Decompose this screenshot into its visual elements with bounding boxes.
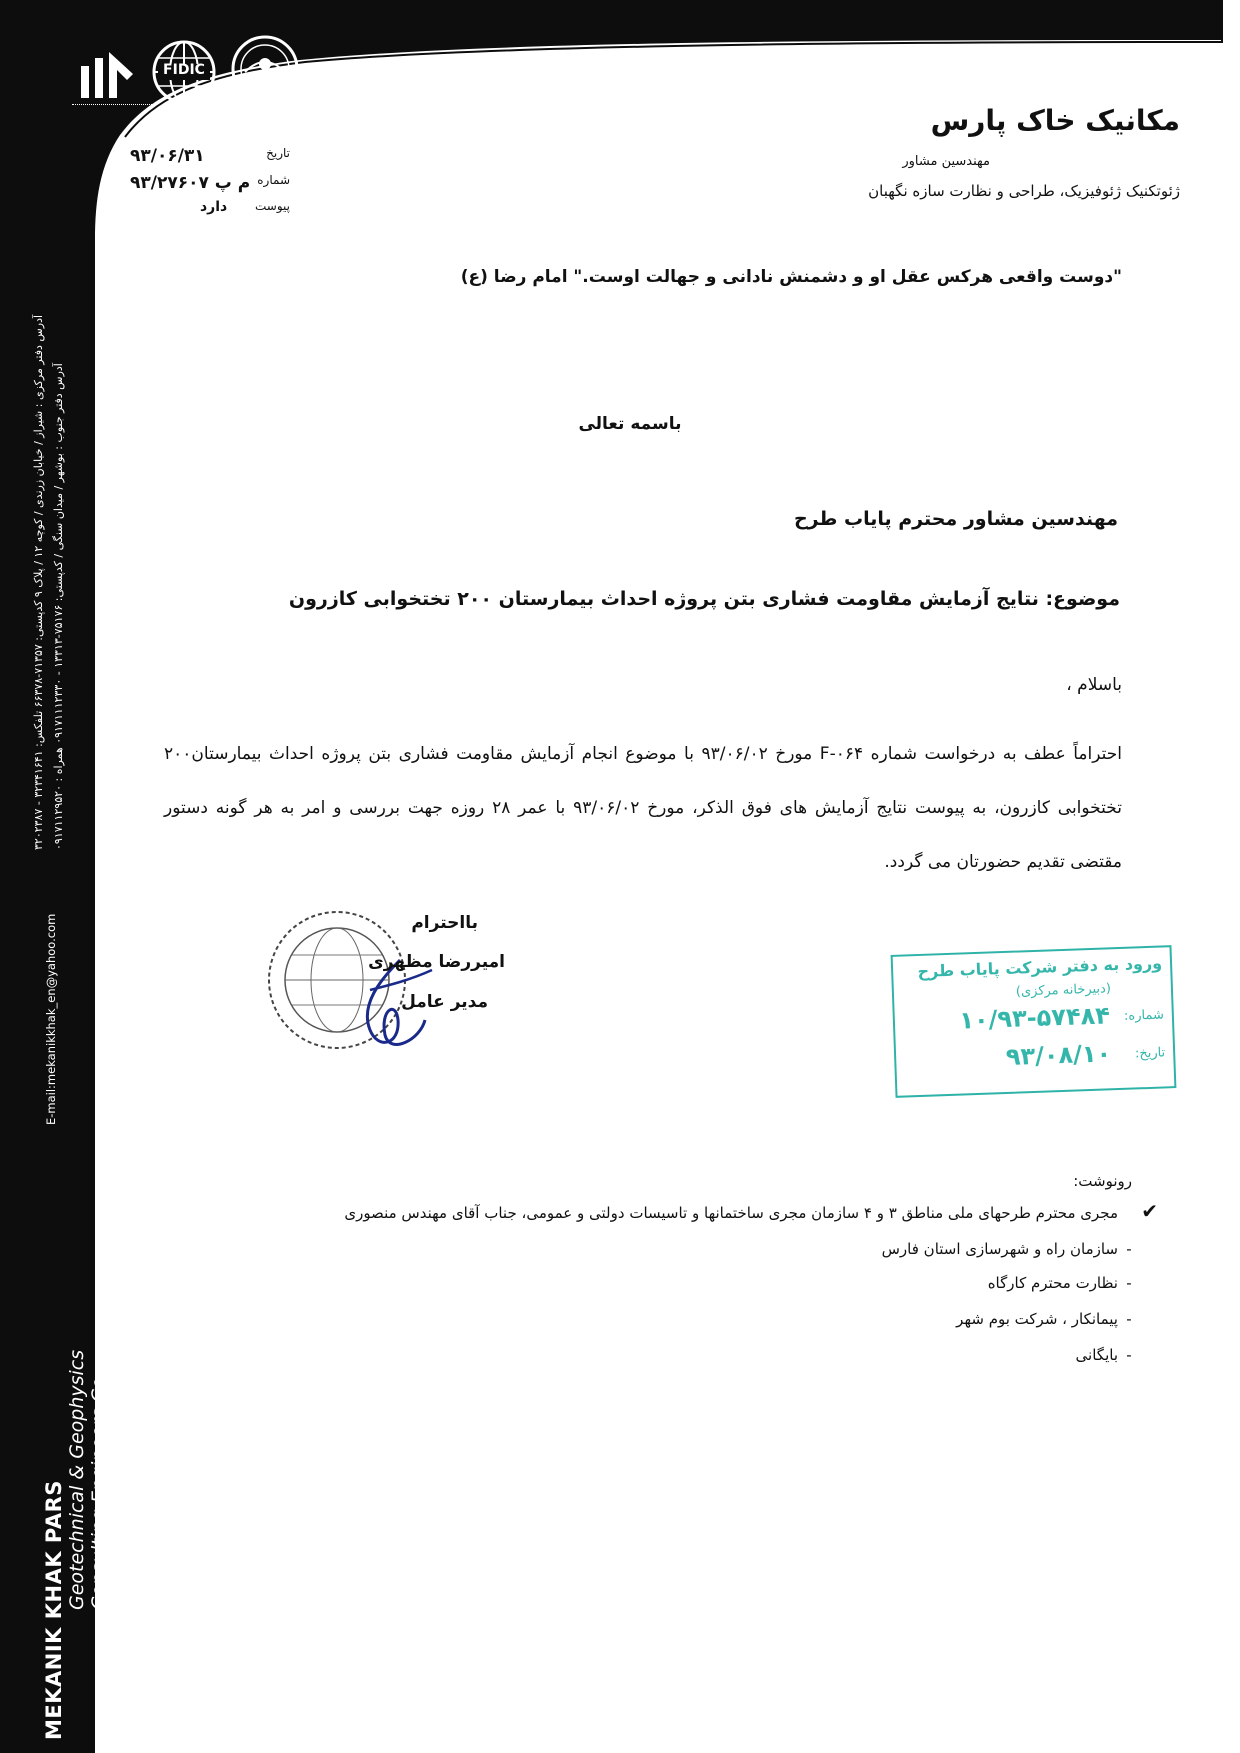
consultant-label: مهندسین مشاور <box>902 154 990 169</box>
cc-item-text: بایگانی <box>1075 1346 1118 1364</box>
stamp-number-value: ۱۰/۹۳-۵۷۴۸۴ <box>958 1001 1111 1035</box>
sidebar-subtitle-1: Geotechnical & Geophysics <box>66 1349 88 1610</box>
number-label: شماره <box>257 173 290 187</box>
cc-item: -سازمان راه و شهرسازی استان فارس <box>881 1240 1132 1258</box>
services-line: ژئوتکنیک ژئوفیزیک، طراحی و نظارت سازه نگهبان <box>868 182 1180 200</box>
cc-item-text: نظارت محترم کارگاه <box>987 1274 1118 1292</box>
cc-item: -پیمانکار ، شرکت بوم شهر <box>956 1310 1132 1328</box>
quote-line: "دوست واقعی هرکس عقل او و دشمنش نادانی و جهالت اوست." امام رضا (ع) <box>460 267 1122 287</box>
cc-list <box>344 1197 1140 1375</box>
subject-line: موضوع: نتایج آزمایش مقاومت فشاری بتن پروژه احداث بیمارستان ۲۰۰ تختخوابی کازرون <box>288 588 1120 610</box>
company-logo-caption <box>72 98 152 105</box>
signer-name: امیررضا مظهری <box>368 952 505 972</box>
stamp-date-value: ۹۳/۰۸/۱۰ <box>1005 1039 1112 1071</box>
association-seal-logo <box>230 34 300 104</box>
bismillah-heading: باسمه تعالی <box>578 414 682 434</box>
cc-title: رونوشت: <box>1073 1172 1132 1190</box>
stamp-title: ورود به دفتر شرکت پایاب طرح <box>917 953 1163 982</box>
checkmark-icon: ✔ <box>1141 1199 1158 1223</box>
sidebar-address-1: آدرس دفتر مرکزی : شیراز / خیابان زرندی / کوچه ۱۲ / پلاک ۹ کدپستی: ۷۱۳۵۷-۶۶۳۷۸ تلفکس: ۳۲۳۴۱۶۴۱ - ۳۲۰۲۳۸۷ <box>32 314 45 850</box>
cc-item: -نظارت محترم کارگاه <box>987 1274 1132 1292</box>
stamp-subtitle: (دبیرخانه مرکزی) <box>1015 981 1112 1000</box>
sidebar-email: E-mail:mekanikkhak_en@yahoo.com <box>44 913 58 1125</box>
signer-title: مدیر عامل <box>401 992 488 1012</box>
number-value: م پ ۹۳/۲۷۶۰۷ <box>130 173 251 193</box>
fidic-label: FIDIC <box>163 62 205 78</box>
attachment-value: دارد <box>200 199 228 215</box>
sidebar-address-2: آدرس دفتر جنوب : بوشهر / میدان سنگی / کدپستی: ۷۵۱۷۶-۱۳۳۱۳ - ۰۹۱۷۱۱۱۲۳۳۰ همراه : ۰۹۱۷۱۱۲۹۵۲۰ <box>52 363 65 850</box>
cc-item-text: پیمانکار ، شرکت بوم شهر <box>956 1310 1118 1328</box>
number-row <box>130 173 290 193</box>
sidebar-brand: MEKANIK KHAK PARS <box>42 1480 66 1740</box>
date-label: تاریخ <box>266 146 290 160</box>
attachment-label: پیوست <box>255 199 290 213</box>
cc-item-text: مجری محترم طرحهای ملی مناطق ۳ و ۴ سازمان مجری ساختمانها و تاسیسات دولتی و عمومی، جناب آقای مهندس منصوری <box>344 1204 1118 1222</box>
date-value: ۹۳/۰۶/۳۱ <box>130 146 205 166</box>
receipt-stamp <box>891 945 1177 1098</box>
sidebar-subtitle-2: Consulting Engineers Co. <box>88 1371 110 1610</box>
recipient-line: مهندسین مشاور محترم پایاب طرح <box>793 508 1118 530</box>
stamp-date-label: تاریخ: <box>1134 1045 1166 1062</box>
stamp-number-label: شماره: <box>1123 1007 1165 1024</box>
cc-item: -بایگانی <box>1075 1346 1132 1364</box>
closing-line: بااحترام <box>411 913 478 933</box>
cc-item-text: سازمان راه و شهرسازی استان فارس <box>881 1240 1118 1258</box>
cc-item <box>344 1197 1140 1233</box>
company-name: مکانیک خاک پارس <box>930 104 1180 137</box>
company-logo <box>75 44 141 106</box>
letter-body: احتراماً عطف به درخواست شماره F-۰۶۴ مورخ ۹۳/۰۶/۰۲ با موضوع انجام آزمایش مقاومت فشاری بتن پروژه احداث بیمارستان۲۰۰ تختخوابی کازرون، به پیوست نتایج آزمایش های فوق الذکر، مورخ ۹۳/۰۶/۰۲ با عمر ۲۸ روزه جهت بررسی و امر به هر گونه دستور مقتضی تقدیم حضورتان می گردد. <box>164 744 1122 872</box>
date-row <box>130 146 290 166</box>
fidic-logo <box>150 38 218 106</box>
attachment-row <box>130 199 290 215</box>
greeting: باسلام ، <box>1066 675 1122 695</box>
